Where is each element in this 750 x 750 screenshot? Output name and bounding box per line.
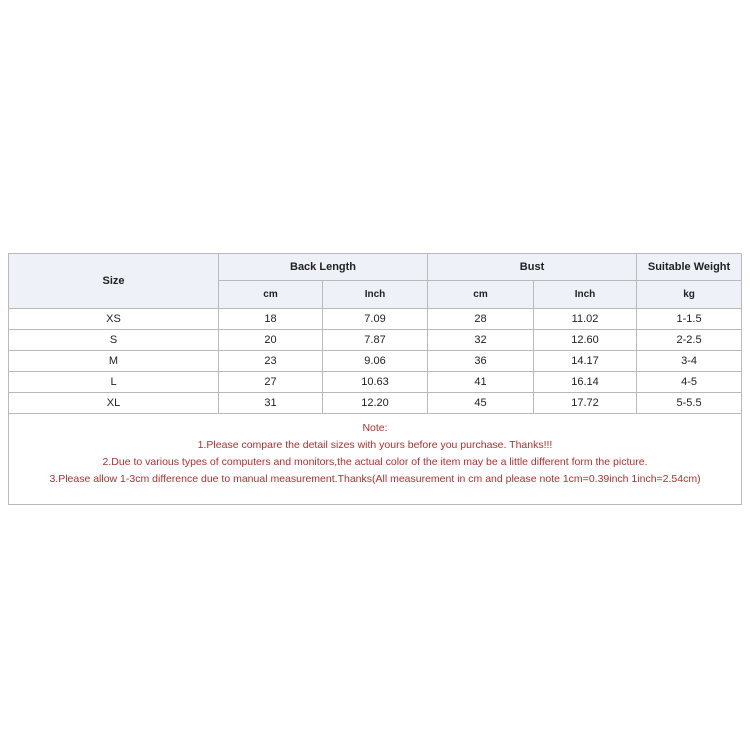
back-length-cm-cell: 20 (219, 330, 323, 351)
notes-row (9, 414, 742, 505)
header-row-groups (9, 254, 742, 281)
table-row (9, 372, 742, 393)
note-line-1: 1.Please compare the detail sizes with yours before you purchase. Thanks!!! (197, 439, 553, 451)
note-title: Note: (362, 422, 388, 434)
unit-bust-inch: Inch (534, 281, 637, 309)
bust-inch-cell: 17.72 (534, 393, 637, 414)
back-length-inch-cell: 12.20 (323, 393, 428, 414)
back-length-cm-cell: 27 (219, 372, 323, 393)
header-back-length: Back Length (219, 254, 428, 281)
weight-kg-cell: 5-5.5 (637, 393, 742, 414)
weight-kg-cell: 2-2.5 (637, 330, 742, 351)
size-cell: M (9, 351, 219, 372)
bust-inch-cell: 12.60 (534, 330, 637, 351)
notes-cell (9, 414, 742, 505)
back-length-cm-cell: 23 (219, 351, 323, 372)
header-size: Size (9, 254, 219, 309)
size-cell: S (9, 330, 219, 351)
weight-kg-cell: 3-4 (637, 351, 742, 372)
table-row (9, 330, 742, 351)
bust-inch-cell: 14.17 (534, 351, 637, 372)
unit-back-length-inch: Inch (323, 281, 428, 309)
bust-cm-cell: 32 (428, 330, 534, 351)
bust-cm-cell: 41 (428, 372, 534, 393)
note-line-3: 3.Please allow 1-3cm difference due to manual measurement.Thanks(All measurement in cm and please note 1cm=0.39inch 1inch=2.54cm) (49, 473, 701, 485)
size-cell: L (9, 372, 219, 393)
size-cell: XL (9, 393, 219, 414)
unit-back-length-cm: cm (219, 281, 323, 309)
bust-inch-cell: 11.02 (534, 309, 637, 330)
weight-kg-cell: 1-1.5 (637, 309, 742, 330)
back-length-inch-cell: 7.09 (323, 309, 428, 330)
unit-weight-kg: kg (637, 281, 742, 309)
size-chart-table (8, 253, 742, 505)
back-length-cm-cell: 18 (219, 309, 323, 330)
size-cell: XS (9, 309, 219, 330)
note-line-2: 2.Due to various types of computers and monitors,the actual color of the item may be a little different form the picture. (102, 456, 648, 468)
table-row (9, 393, 742, 414)
unit-bust-cm: cm (428, 281, 534, 309)
table-row (9, 351, 742, 372)
back-length-inch-cell: 10.63 (323, 372, 428, 393)
weight-kg-cell: 4-5 (637, 372, 742, 393)
header-suitable-weight: Suitable Weight (637, 254, 742, 281)
bust-cm-cell: 36 (428, 351, 534, 372)
back-length-cm-cell: 31 (219, 393, 323, 414)
header-bust: Bust (428, 254, 637, 281)
bust-inch-cell: 16.14 (534, 372, 637, 393)
table-row (9, 309, 742, 330)
back-length-inch-cell: 9.06 (323, 351, 428, 372)
bust-cm-cell: 28 (428, 309, 534, 330)
bust-cm-cell: 45 (428, 393, 534, 414)
back-length-inch-cell: 7.87 (323, 330, 428, 351)
